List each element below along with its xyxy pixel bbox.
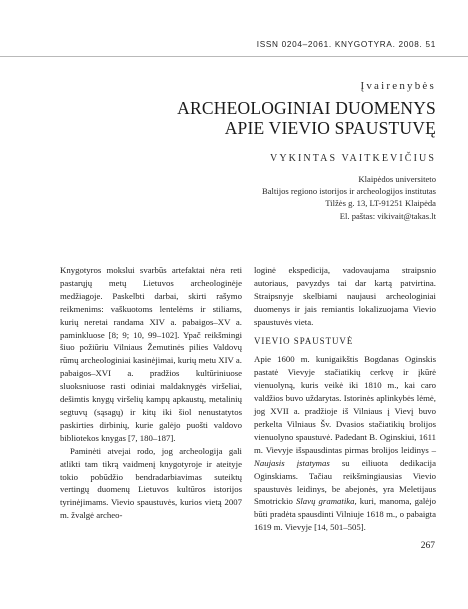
author-name: VYKINTAS VAITKEVIČIUS — [270, 153, 436, 164]
running-head: ISSN 0204–2061. KNYGOTYRA. 2008. 51 — [256, 40, 436, 49]
title-line-1: ARCHEOLOGINIAI DUOMENYS — [177, 98, 436, 118]
affiliation-university: Klaipėdos universiteto — [358, 174, 436, 184]
section-subheading: VIEVIO SPAUSTUVĖ — [254, 335, 354, 346]
affiliation — [262, 173, 436, 222]
paragraph-text: Apie 1600 m. kunigaikštis Bogdanas Oginskis pastatė Vievyje stačiatikių cerkvę ir įkūrė vienuolyną, kuris veikė iki 1810 m., kai caro valdžios buvo uždarytas. Istorinės aplinkybės lėmė, jog XVII a. pradžioje iš Vilniaus į Vievį buvo perkelta Vilniaus Šv. Dvasios stačiatikių brolijos vienuolyno spaustuvė. Padedant B. Oginskiui, 1611 m. Vievyje išspausdintas pirmas brolijos leidinys – — [254, 354, 436, 455]
title-line-2: APIE VIEVIO SPAUSTUVĘ — [224, 118, 436, 138]
left-paragraph-2: Paminėti atvejai rodo, jog archeologija gali atlikti tam tikrą vaidmenį knygotyroje ir ateityje tokio pobūdžio bendradarbiavimas suteiktų vertingų duomenų Lietuvos kultūros istorijos tyrinėjimams. Vievio spaustuvės, kurios vietą 2007 m. žvalgė archeo- — [60, 445, 242, 521]
affiliation-address: Tilžės g. 13, LT-91251 Klaipėda — [325, 198, 436, 209]
header-rule — [0, 56, 468, 57]
page-number: 267 — [420, 541, 435, 551]
left-paragraph-1: Knygotyros mokslui svarbūs artefaktai nėra reti pastarųjų metų Lietuvos archeologinėje medžiagoje. Paskelbti darbai, skirti rašymo reikmenims: vaškuotoms lentelėms ir stiliams, kurių neretai randama XIV a. pabaigos–XV a. paminkluose [8; 9; 10, 99–102]. Ypač reikšmingi šiuo požiūriu Vilniaus Žemutinės pilies Valdovų rūmų archeologiniai kasinėjimai, kurių metu XIV a. pabaigos–XVI a. pradžios kultūriniuose sluoksniuose rasti odiniai maldaknygės viršeliai, dešimtis knygų viršelių kampų apkaustų, metalinių segtuvų (sąsagų) ir kitų iki šiol nenustatytos paskirties dirbinių, kurie galėjo puošti valdovo bibliotekos knygas [7, 180–187]. — [60, 265, 242, 443]
book-title-italic: Slavų gramatika — [296, 496, 355, 507]
paragraph-text: su eiliuota dedikacija Oginskiams. Tačiau reikšmingiausias Vievio spaustuvės leidinys, be abejonės, yra Meletijaus Smotrickio — [254, 457, 436, 507]
paragraph-text: , kuri, manoma, galėjo būti pradėta spausdinti Vilniuje 1618 m., o pabaigta 1619 m. Vievyje [14, 501–505]. — [254, 496, 436, 533]
affiliation-email: El. paštas: vikivait@takas.lt — [339, 210, 436, 221]
section-label: Įvairenybės — [360, 80, 436, 92]
right-column — [254, 264, 436, 534]
right-paragraph-1: loginė ekspedicija, vadovaujama straipsnio autoriaus, pavyzdys tai dar kartą patvirtina. Straipsnyje skelbiami naujausi archeologiniai duomenys ir jais remiantis lokalizuojama Vievio spaustuvės vieta. — [254, 265, 436, 327]
right-paragraph-2 — [254, 353, 436, 534]
book-title-italic: Naujasis įstatymas — [254, 457, 330, 468]
left-column — [60, 264, 242, 522]
article-title — [177, 98, 436, 138]
affiliation-institute: Baltijos regiono istorijos ir archeologijos institutas — [261, 186, 436, 197]
